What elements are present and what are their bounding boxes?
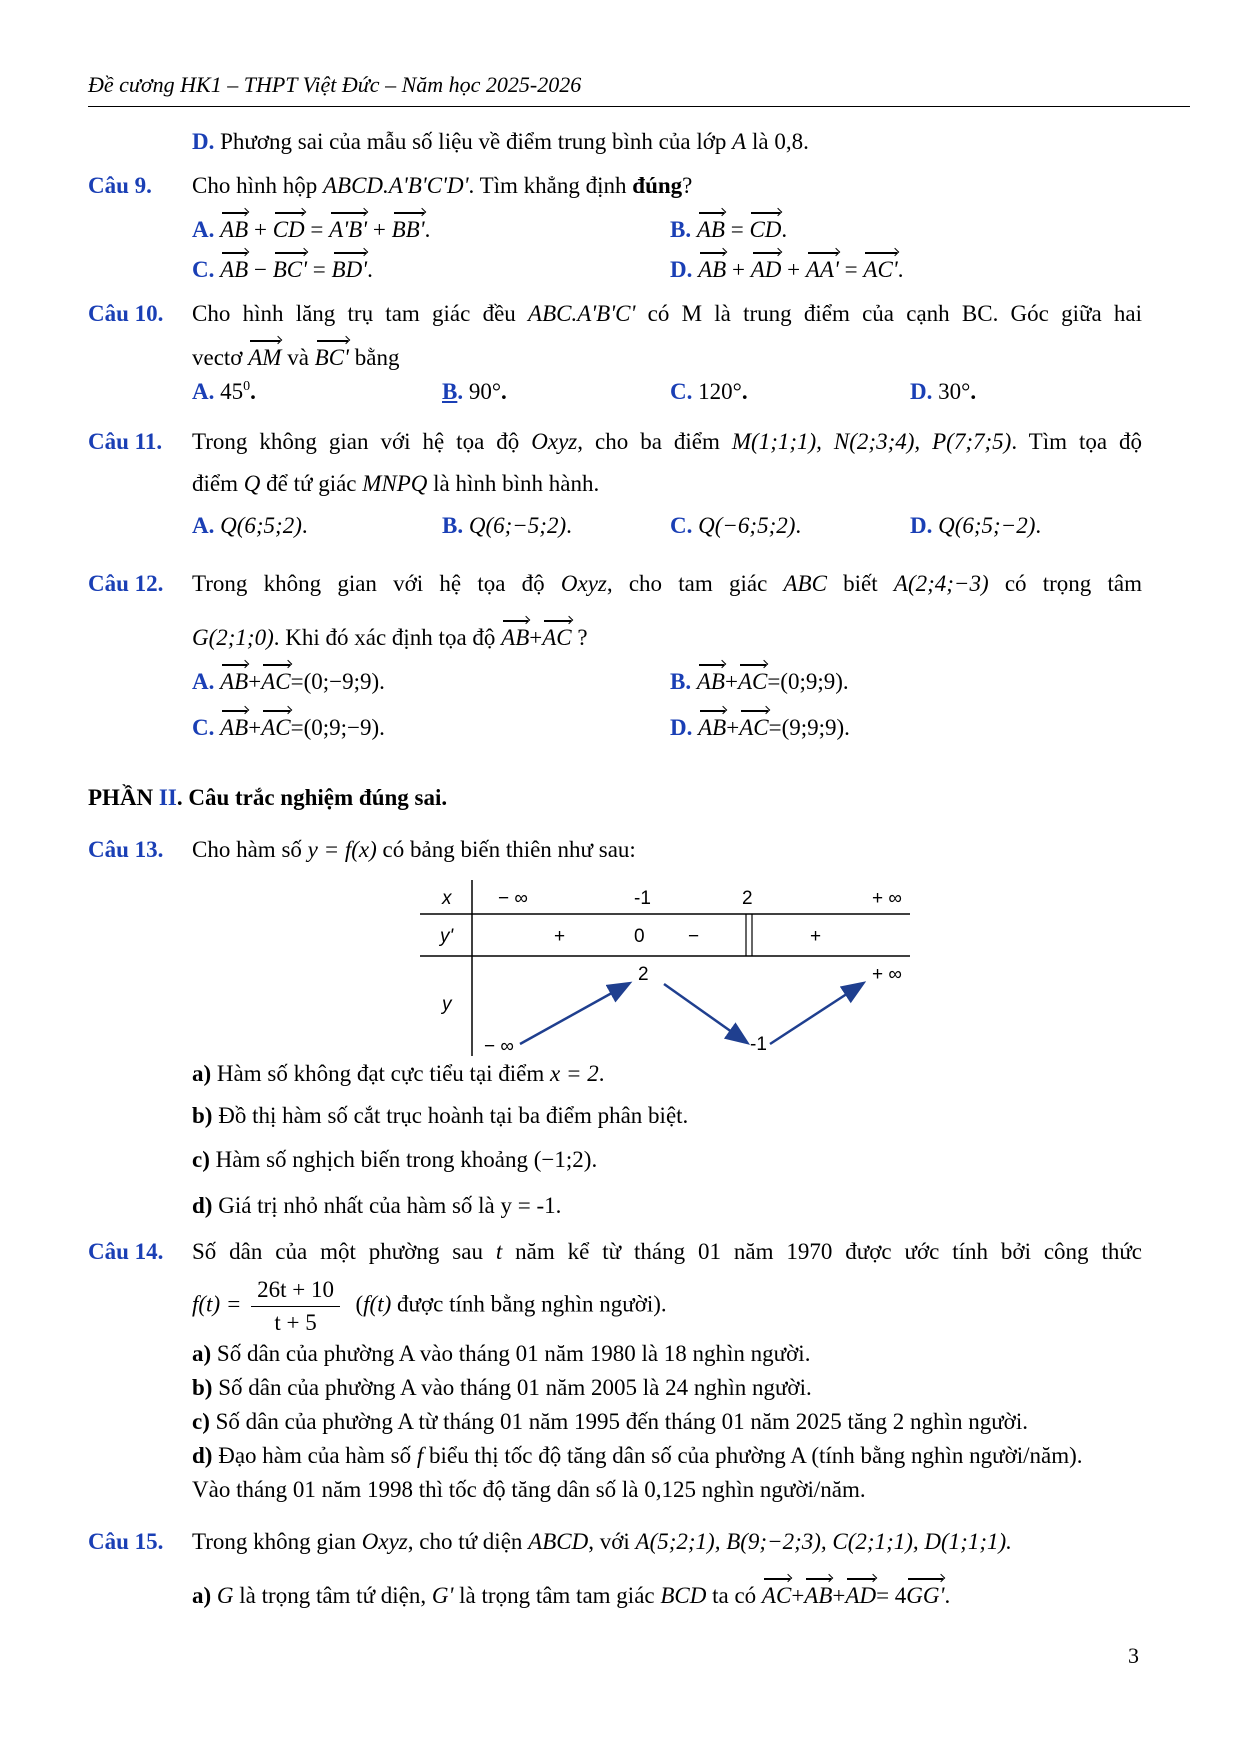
increase-arrow [770,984,862,1044]
y-value: + ∞ [872,964,902,985]
fraction: $\frac{26t + 10}{t + 5}$ [251,1276,340,1336]
q10-stem: Cho hình lăng trụ tam giác đều ABC.A'B'C' có M là trung điểm của cạnh BC. Góc giữa hai [192,301,1143,326]
vector: AB [804,1576,832,1610]
q14-stem: Số dân của một phường sau t năm kể từ tháng 01 năm 1970 được ước tính bởi công thức [192,1239,1143,1264]
vector: AC [261,662,290,696]
vector: AC' [863,250,897,284]
x-label: x [442,888,452,909]
option-text: là 0,8. [751,129,809,154]
vector: BC' [273,250,307,284]
y-value: 2 [638,964,649,985]
sign: + [810,926,822,947]
vector: AB [220,250,248,284]
q15-a: a) G là trọng tâm tứ diện, G' là trọng tâm tam giác BCD ta có AC+AB+AD= 4GG'. [192,1576,950,1610]
q10-label: Câu 10. [88,301,164,326]
page-number: 3 [1128,1643,1139,1668]
q14-d: d) Đạo hàm của hàm số f biểu thị tốc độ tăng dân số của phường A (tính bằng nghìn người/năm). [192,1443,1083,1468]
vector: AM [248,338,281,372]
q14-b: b) Số dân của phường A vào tháng 01 năm 2005 là 24 nghìn người. [192,1375,812,1400]
q12-stem: Trong không gian với hệ tọa độ Oxyz, cho tam giác ABC biết A(2;4;−3) có trọng tâm [192,571,1143,596]
y-value: − ∞ [484,1036,514,1056]
increase-arrow [520,984,628,1044]
vector: GG' [906,1576,944,1610]
q8-option-d [192,128,809,156]
vector: AB [698,708,726,742]
vector: AB [220,210,248,244]
x-value: 2 [742,888,753,909]
q12-option-b: B. AB+AC=(0;9;9). [670,662,849,696]
x-value: -1 [634,888,651,909]
vector: AB [220,708,248,742]
vector: AC [542,618,571,652]
class-var: A [732,129,747,154]
q14-a: a) Số dân của phường A vào tháng 01 năm 1980 là 18 nghìn người. [192,1341,811,1366]
q12-label: Câu 12. [88,571,164,596]
q14-c: c) Số dân của phường A từ tháng 01 năm 1995 đến tháng 01 năm 2025 tăng 2 nghìn người. [192,1409,1028,1434]
vector: CD [749,210,781,244]
q9-stem: Cho hình hộp ABCD.A'B'C'D'. Tìm khẳng định đúng? [192,173,693,198]
q13-label: Câu 13. [88,837,164,862]
q12-option-c: C. AB+AC=(0;9;−9). [192,708,385,742]
y-label: y [442,994,452,1015]
vector: CD [273,210,305,244]
q9-option-c: C. AB − BC' = BD'. [192,250,373,284]
q15-stem: Trong không gian Oxyz, cho tứ diện ABCD, với A(5;2;1), B(9;−2;3), C(2;1;1), D(1;1;1). [192,1529,1012,1554]
q11-option-c: C. Q(−6;5;2). [670,513,802,538]
vector: AC [738,662,767,696]
decrease-arrow [664,984,746,1042]
option-text: Phương sai của mẫu số liệu về điểm trung bình của lớp [220,129,727,154]
q10-option-b: B. 90°. [442,379,507,404]
q15-label: Câu 15. [88,1529,164,1554]
q12-option-d: D. AB+AC=(9;9;9). [670,708,850,742]
q11-option-a: A. Q(6;5;2). [192,513,308,538]
option-label: D. [192,129,215,154]
q13-stem: Cho hàm số y = f(x) có bảng biến thiên như sau: [192,837,636,862]
q10-option-d: D. 30°. [910,379,977,404]
x-value: − ∞ [498,888,528,909]
x-value: + ∞ [872,888,902,909]
q10-stem-line2: vectơ AM và BC' bằng [192,338,399,372]
vector: BB' [392,210,425,244]
vector: AB [697,210,725,244]
sign: + [554,926,566,947]
part2-title: PHẦN II. Câu trắc nghiệm đúng sai. [88,785,448,810]
q14-label: Câu 14. [88,1239,164,1264]
q12-stem-line2: G(2;1;0). Khi đó xác định tọa độ AB+AC ? [192,618,588,652]
vector: BD' [332,250,368,284]
q13-c: c) Hàm số nghịch biến trong khoảng (−1;2). [192,1147,598,1172]
header-rule [88,106,1190,107]
q13-b: b) Đồ thị hàm số cắt trục hoành tại ba điểm phân biệt. [192,1103,689,1128]
vector: AB [501,618,529,652]
sign: 0 [634,926,645,947]
q14-formula: f(t) = $\frac{26t + 10}{t + 5}$ (f(t) được tính bằng nghìn người). [192,1277,667,1335]
vector: BC' [315,338,349,372]
vector: AA' [806,250,839,284]
page-header: Đề cương HK1 – THPT Việt Đức – Năm học 2025-2026 [88,72,582,97]
q11-stem-line2: điểm Q để tứ giác MNPQ là hình bình hành. [192,471,600,496]
vector: AC [261,708,290,742]
sign: − [688,926,700,947]
q13-d: d) Giá trị nhỏ nhất của hàm số là y = -1. [192,1193,562,1218]
q11-label: Câu 11. [88,429,163,454]
q10-option-a: A. $45^0$. [192,379,256,404]
vector: AD [845,1576,876,1610]
q9-option-b: B. AB = CD. [670,210,787,244]
q12-option-a: A. AB+AC=(0;−9;9). [192,662,385,696]
vector: AB [698,250,726,284]
yprime-label: y' [440,926,454,947]
q11-option-d: D. Q(6;5;−2). [910,513,1042,538]
vector: A'B' [329,210,367,244]
q13-a: a) Hàm số không đạt cực tiểu tại điểm x = 2. [192,1061,605,1086]
vector: AD [751,250,782,284]
q14-d-line2: Vào tháng 01 năm 1998 thì tốc độ tăng dân số là 0,125 nghìn người/năm. [192,1477,866,1502]
q9-label: Câu 9. [88,173,152,198]
variation-table [420,880,920,1056]
q10-option-c: C. 120°. [670,379,748,404]
q11-option-b: B. Q(6;−5;2). [442,513,572,538]
y-value: -1 [750,1034,767,1055]
vector: AC [762,1576,791,1610]
q9-option-a: A. AB + CD = A'B' + BB'. [192,210,430,244]
vector: AB [697,662,725,696]
q11-stem: Trong không gian với hệ tọa độ Oxyz, cho ba điểm M(1;1;1), N(2;3;4), P(7;7;5). Tìm tọa độ [192,429,1143,454]
q9-option-d: D. AB + AD + AA' = AC'. [670,250,903,284]
vector: AB [220,662,248,696]
vector: AC [739,708,768,742]
